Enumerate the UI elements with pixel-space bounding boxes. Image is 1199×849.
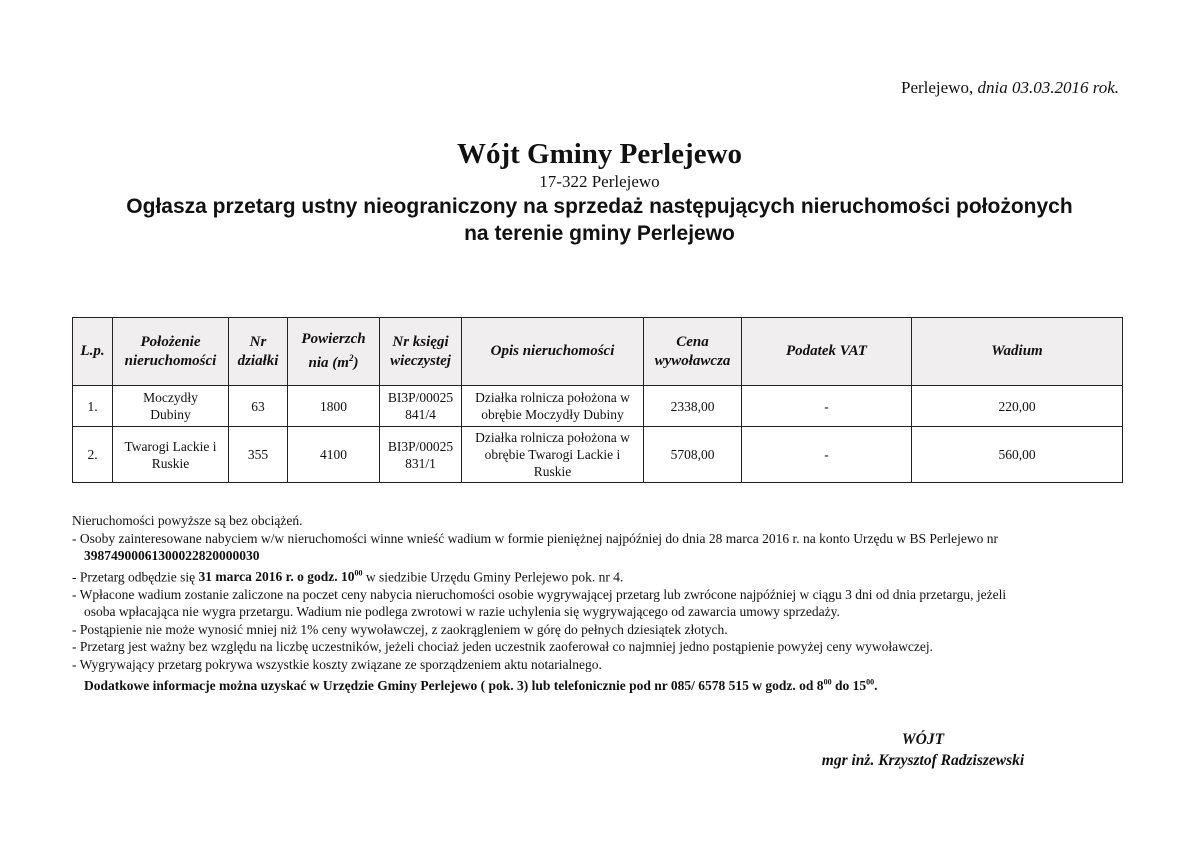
note-no-encumbrances: Nieruchomości powyższe są bez obciążeń. bbox=[72, 513, 303, 528]
signature-name: mgr inż. Krzysztof Radziszewski bbox=[821, 752, 1025, 769]
header-land-register: Nr księgi wieczystej bbox=[380, 318, 462, 386]
header-description: Opis nieruchomości bbox=[462, 318, 644, 386]
cell-description: Działka rolnicza położona w obrębie Moczydły Dubiny bbox=[462, 386, 644, 427]
cell-location: Moczydły Dubiny bbox=[113, 386, 229, 427]
cell-land-register: BI3P/00025 831/1 bbox=[380, 427, 462, 483]
note-bid-step: - Postąpienie nie może wynosić mniej niż 1% ceny wywoławczej, z zaokrągleniem w górę do pełnych dziesiątek złotych. bbox=[72, 621, 728, 637]
cell-plot: 63 bbox=[229, 386, 288, 427]
cell-price: 5708,00 bbox=[644, 427, 742, 483]
note-auction-date: - Przetarg odbędzie się 31 marca 2016 r. o godz. $10^{00}$ w siedzibie Urzędu Gminy Perlejewo pok. nr 4. bbox=[72, 568, 624, 584]
cell-deposit: 220,00 bbox=[912, 386, 1123, 427]
note-validity: - Przetarg jest ważny bez względu na liczbę uczestników, jeżeli chociaż jeden uczestnik zaoferował co najmniej jedno postąpienie powyżej ceny wywoławczej. bbox=[72, 639, 934, 654]
header-vat: Podatek VAT bbox=[742, 318, 912, 386]
cell-location: Twarogi Lackie i Ruskie bbox=[113, 427, 229, 483]
table-header-row bbox=[73, 318, 1123, 386]
header-starting-price: Cena wywoławcza bbox=[644, 318, 742, 386]
header-deposit: Wadium bbox=[912, 318, 1123, 386]
header-lp: L.p. bbox=[73, 318, 113, 386]
cell-lp: 2. bbox=[73, 427, 113, 483]
header-plot-number: Nr działki bbox=[229, 318, 288, 386]
note-deposit-refund: - Wpłacone wadium zostanie zaliczone na poczet ceny nabycia nieruchomości osobie wygrywającej przetarg lub zwrócone najpóźniej w ciągu 3 dni od dnia przetargu, jeżeli bbox=[72, 586, 1007, 602]
announcement bbox=[0, 193, 1199, 247]
cell-plot: 355 bbox=[229, 427, 288, 483]
date-line bbox=[901, 78, 1119, 98]
note-additional-info: Dodatkowe informacje można uzyskać w Urzędzie Gminy Perlejewo ( pok. 3) lub telefonicznie pod nr 085/ 6578 515 w godz. od $8^{00}$ do $15^{00}$. bbox=[84, 677, 878, 693]
cell-deposit: 560,00 bbox=[912, 427, 1123, 483]
property-table bbox=[72, 317, 1123, 483]
header-area: Powierzch nia $(m^2)$ bbox=[288, 318, 380, 386]
announcement-line-1: Ogłasza przetarg ustny nieograniczony na sprzedaż następujących nieruchomości położonych bbox=[126, 195, 1073, 218]
cell-area: 4100 bbox=[288, 427, 380, 483]
cell-land-register: BI3P/00025 841/4 bbox=[380, 386, 462, 427]
note-deposit-refund-cont: osoba wpłacająca nie wygra przetargu. Wadium nie podlega zwrotowi w razie uchylenia się wygrywającego od zawarcia umowy sprzedaży. bbox=[84, 604, 840, 619]
postal-address: 17-322 Perlejewo bbox=[539, 172, 660, 191]
cell-price: 2338,00 bbox=[644, 386, 742, 427]
announcement-line-2: na terenie gminy Perlejewo bbox=[464, 222, 735, 245]
table-row bbox=[73, 427, 1123, 483]
header-location: Położenie nieruchomości bbox=[113, 318, 229, 386]
cell-vat: - bbox=[742, 427, 912, 483]
cell-vat: - bbox=[742, 386, 912, 427]
heading bbox=[0, 136, 1199, 247]
cell-lp: 1. bbox=[73, 386, 113, 427]
note-deposit: - Osoby zainteresowane nabyciem w/w nieruchomości winne wnieść wadium w formie pieniężnej najpóźniej do dnia 28 marca 2016 r. na konto Urzędu w BS Perlejewo nr bbox=[72, 530, 998, 546]
signature-block bbox=[778, 729, 1068, 771]
issuer-title: Wójt Gminy Perlejewo bbox=[456, 138, 743, 170]
place: Perlejewo, bbox=[901, 78, 974, 97]
date: dnia 03.03.2016 rok. bbox=[977, 78, 1119, 97]
cell-description: Działka rolnicza położona w obrębie Twarogi Lackie i Ruskie bbox=[462, 427, 644, 483]
bank-account: 39874900061300022820000030 bbox=[84, 548, 260, 563]
note-costs: - Wygrywający przetarg pokrywa wszystkie koszty związane ze sporządzeniem aktu notarialnego. bbox=[72, 656, 602, 672]
signature-title: WÓJT bbox=[901, 731, 945, 748]
notes bbox=[72, 512, 1132, 694]
table-row bbox=[73, 386, 1123, 427]
cell-area: 1800 bbox=[288, 386, 380, 427]
